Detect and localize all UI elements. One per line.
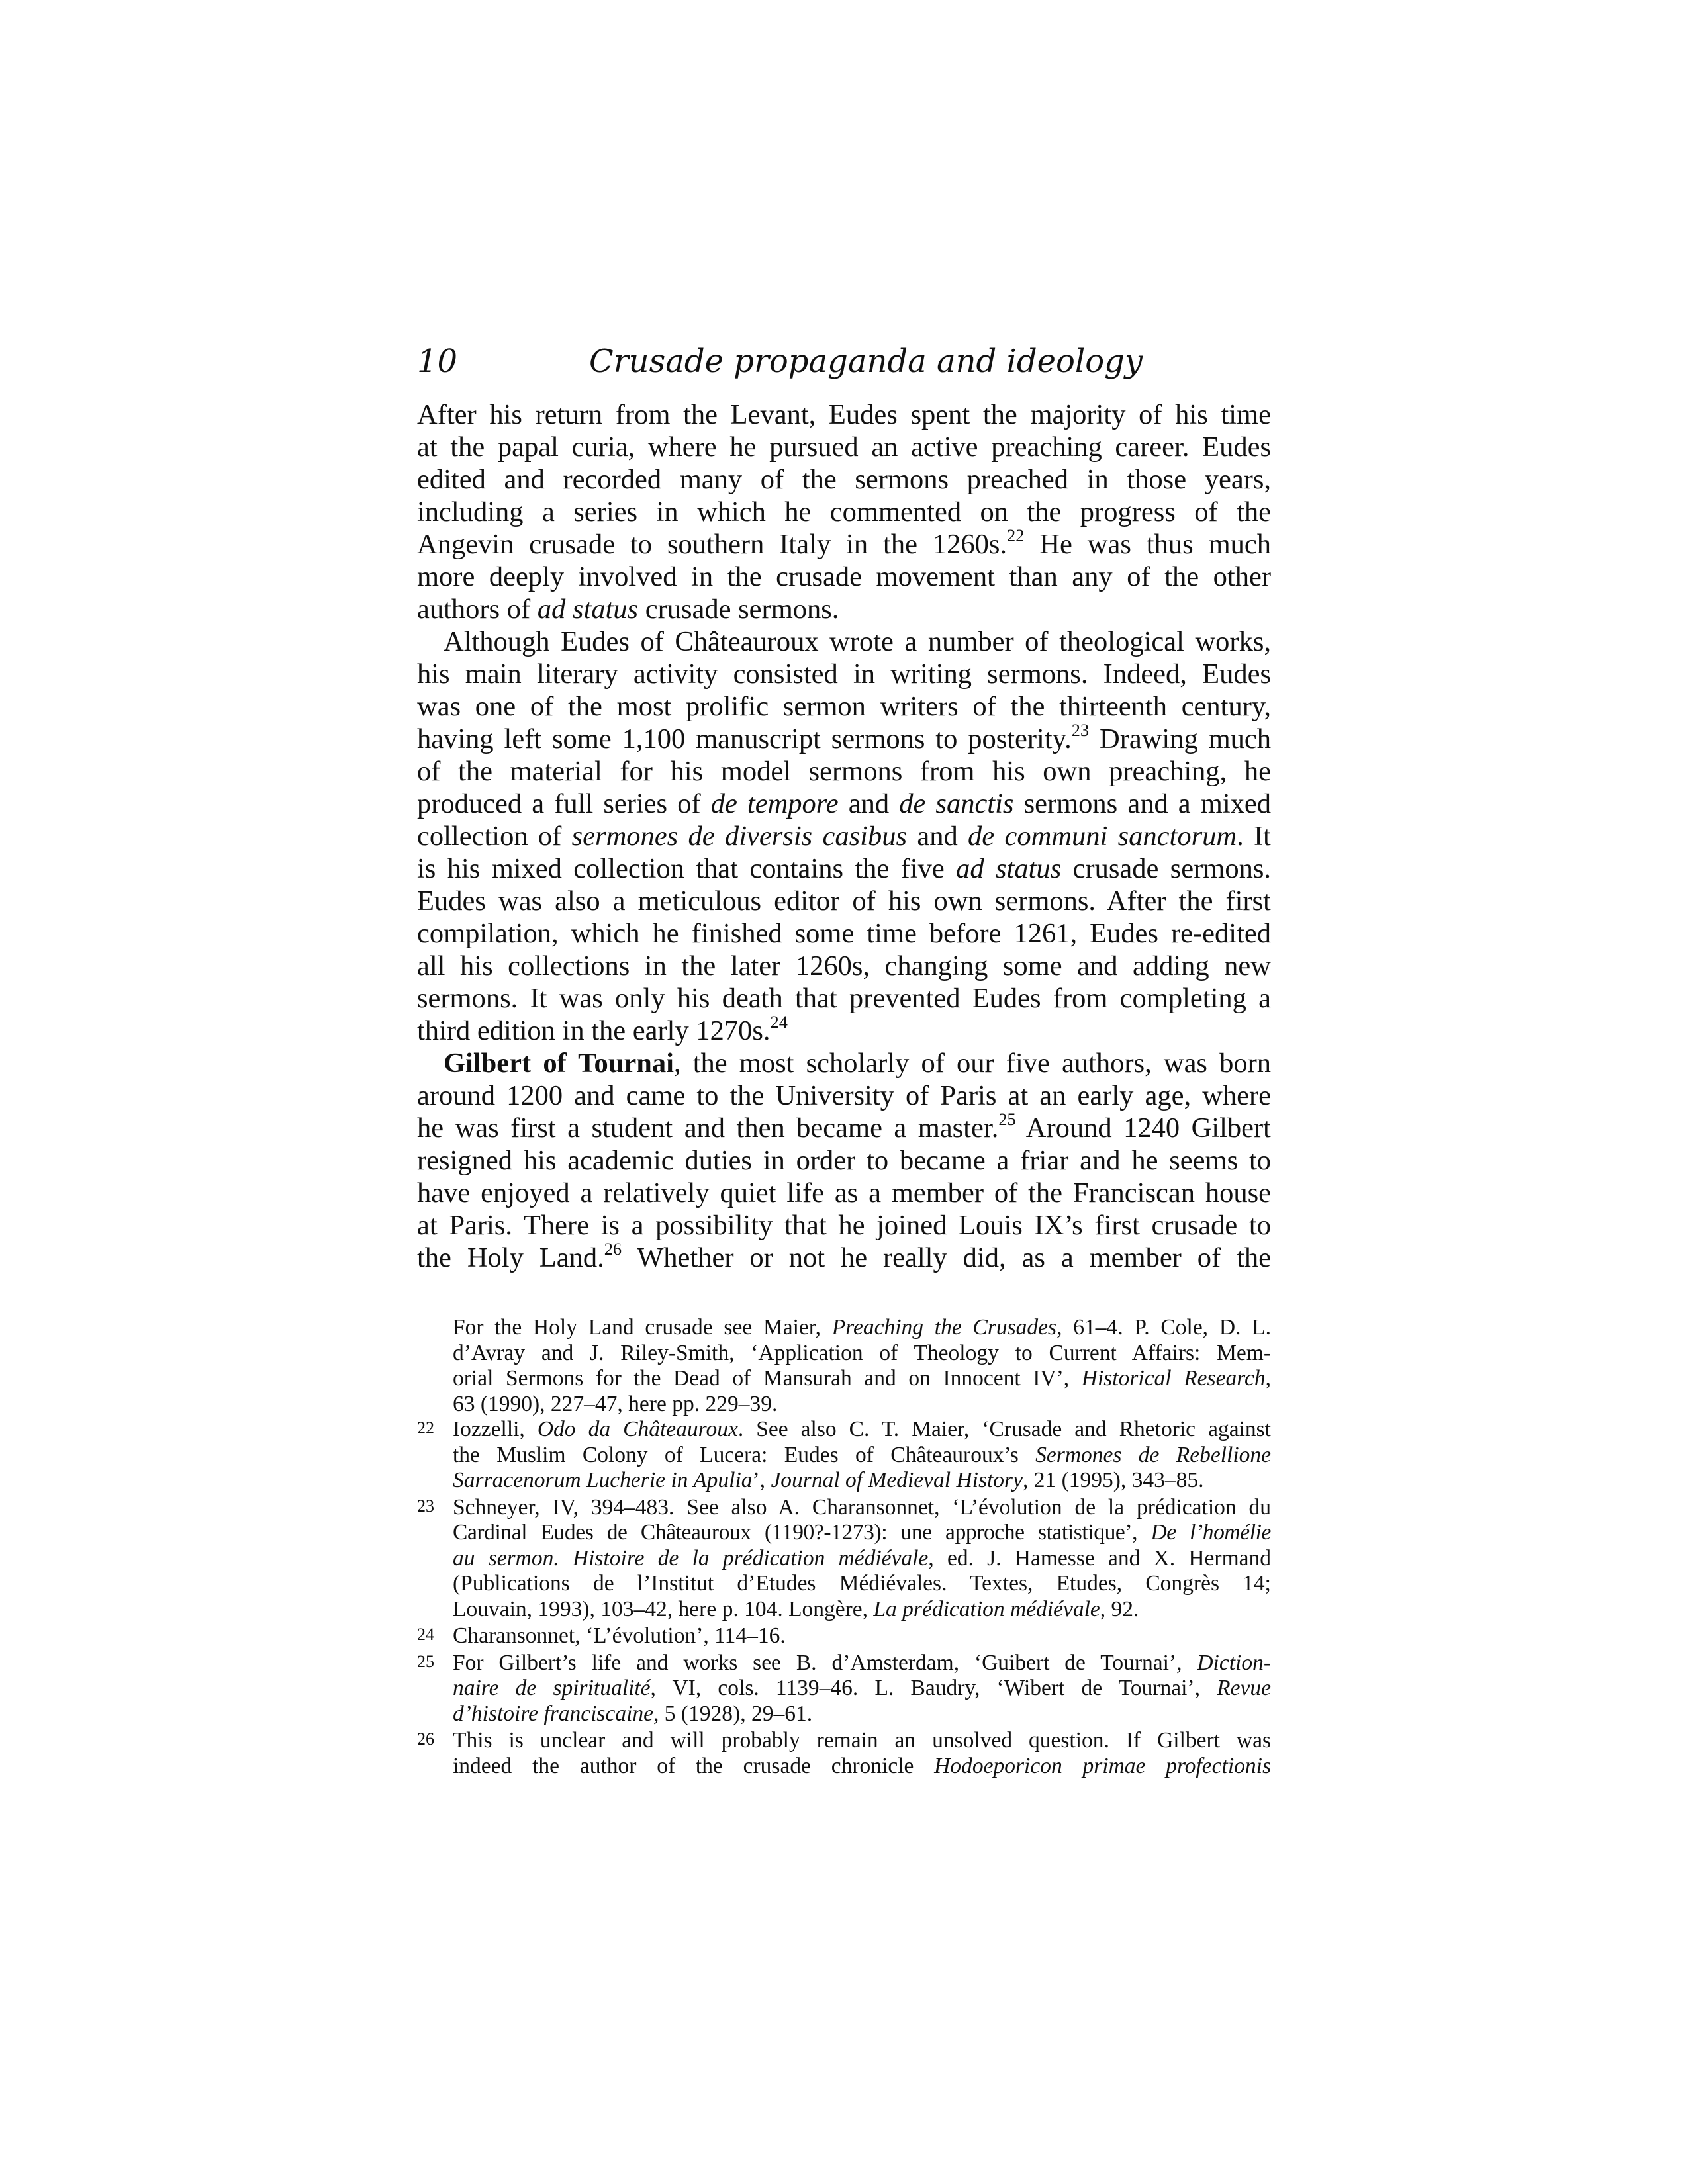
text-run: having left some 1,100 manuscript sermons to posterity.: [417, 723, 1072, 754]
note-line: [453, 1468, 1271, 1494]
footnote-ref-26: 26: [604, 1240, 622, 1259]
text-run: Whether or not he really did, as a member of the: [622, 1242, 1271, 1273]
note-line: d’Avray and J. Riley-Smith, ‘Application of Theology to Current Affairs: Mem-: [453, 1340, 1271, 1365]
text-run: third edition in the early 1270s.: [417, 1015, 771, 1046]
text-run: Drawing much: [1089, 723, 1271, 754]
body-text: [417, 398, 1271, 1274]
text-line: around 1200 and came to the University of Paris at an early age, where: [417, 1080, 1271, 1111]
note-line: [453, 1676, 1271, 1702]
footnote-ref-23: 23: [1071, 721, 1090, 741]
italic-title: Odo da Châteauroux: [537, 1417, 738, 1441]
text-run: indeed the author of the crusade chronicle: [453, 1753, 935, 1778]
text-line: Although Eudes of Châteauroux wrote a number of theological works,: [444, 626, 1271, 657]
italic-title: La prédication médiévale: [873, 1596, 1100, 1621]
italic-term: de tempore: [710, 788, 839, 819]
paragraph-gilbert: [417, 1047, 1271, 1274]
note-line: 63 (1990), 227–47, here pp. 229–39.: [453, 1391, 778, 1416]
text-run: produced a full series of: [417, 788, 711, 819]
italic-term: ad status: [537, 594, 639, 625]
text-run: Cardinal Eudes de Châteauroux (1190?-1273): une approche statistique’,: [453, 1520, 1151, 1545]
book-page: [417, 331, 1271, 1919]
text-line: [417, 1015, 1271, 1047]
note-line: [453, 1754, 1271, 1780]
italic-title: Journal of Medieval History: [771, 1468, 1023, 1492]
note-line: [453, 1597, 1271, 1623]
text-line: [417, 820, 1271, 852]
text-line: more deeply involved in the crusade movement than any of the other: [417, 561, 1271, 592]
text-run: collection of: [417, 821, 572, 852]
text-line: sermons. It was only his death that prevented Eudes from completing a: [417, 983, 1271, 1014]
text-run: he was first a student and then became a master.: [417, 1113, 999, 1144]
italic-term: ad status: [956, 853, 1062, 884]
italic-title: au sermon. Histoire de la prédication médiévale: [453, 1545, 929, 1570]
footnote-number: 24: [417, 1625, 434, 1644]
text-run: , 21 (1995), 343–85.: [1022, 1468, 1204, 1492]
footnote-number: 25: [417, 1651, 434, 1671]
text-line: at the papal curia, where he pursued an active preaching career. Eudes: [417, 432, 1271, 463]
italic-term: de sanctis: [899, 788, 1014, 819]
footnote-25: [417, 1651, 1271, 1727]
note-line: [453, 1443, 1271, 1469]
note-line: [453, 1417, 1271, 1443]
italic-term: sermones de diversis casibus: [571, 821, 907, 852]
text-line: all his collections in the later 1260s, changing some and adding new: [417, 950, 1271, 981]
footnote-continuation: [417, 1315, 1271, 1417]
text-run: and: [838, 788, 900, 819]
text-run: Louvain, 1993), 103–42, here p. 104. Longère,: [453, 1596, 874, 1621]
text-run: , 92.: [1100, 1596, 1139, 1621]
text-run: crusade sermons.: [638, 594, 839, 625]
text-run: , 61–4. P. Cole, D. L.: [1056, 1315, 1271, 1340]
text-line: [417, 593, 1271, 625]
text-run: Angevin crusade to southern Italy in the 1260s.: [417, 529, 1008, 560]
italic-title: Revue: [1217, 1676, 1271, 1700]
italic-title: Sermones de Rebellione: [1035, 1442, 1272, 1467]
text-line: his main literary activity consisted in writing sermons. Indeed, Eudes: [417, 659, 1271, 690]
text-line: After his return from the Levant, Eudes spent the majority of his time: [417, 399, 1271, 430]
footnotes: [417, 1315, 1271, 1779]
footnote-number: 23: [417, 1496, 434, 1516]
text-run: , ed. J. Hamesse and X. Hermand: [928, 1545, 1271, 1570]
text-run: authors of: [417, 594, 538, 625]
text-run: , 5 (1928), 29–61.: [653, 1701, 813, 1726]
italic-title: naire de spiritualité: [453, 1676, 651, 1700]
text-run: , VI, cols. 1139–46. L. Baudry, ‘Wibert de Tournai’,: [650, 1676, 1217, 1700]
text-line: edited and recorded many of the sermons preached in those years,: [417, 464, 1271, 495]
text-run: the Muslim Colony of Lucera: Eudes of Châteauroux’s: [453, 1442, 1036, 1467]
footnote-ref-24: 24: [770, 1013, 788, 1032]
text-run: ’,: [752, 1468, 771, 1492]
note-line: [453, 1520, 1271, 1546]
text-line: [417, 1242, 1271, 1274]
text-line: including a series in which he commented on the progress of the: [417, 496, 1271, 527]
text-run: . It: [1237, 821, 1271, 852]
text-run: sermons and a mixed: [1013, 788, 1271, 819]
italic-title: d’histoire franciscaine: [453, 1701, 654, 1726]
footnote-number: 26: [417, 1729, 434, 1749]
running-title: Crusade propaganda and ideology: [589, 343, 1143, 380]
italic-title: Hodoeporicon primae profectionis: [934, 1753, 1272, 1778]
text-run: , the most scholarly of our five authors, was born: [673, 1048, 1272, 1079]
text-line: at Paris. There is a possibility that he joined Louis IX’s first crusade to: [417, 1210, 1271, 1241]
note-line: [453, 1651, 1271, 1676]
text-line: was one of the most prolific sermon writers of the thirteenth century,: [417, 691, 1271, 722]
page-number: 10: [417, 343, 458, 380]
text-line: [417, 528, 1271, 561]
bold-name: Gilbert of Tournai: [444, 1048, 674, 1079]
footnote-ref-22: 22: [1007, 526, 1025, 546]
text-line: [417, 723, 1271, 755]
text-run: ,: [1265, 1366, 1271, 1390]
footnote-number: 22: [417, 1418, 434, 1437]
paragraph-eudes-career: [417, 398, 1271, 625]
note-line: [453, 1366, 1271, 1392]
note-line: [453, 1702, 1271, 1727]
italic-title: Historical Research: [1081, 1366, 1266, 1390]
note-line: (Publications de l’Institut d’Etudes Médiévales. Textes, Etudes, Congrès 14;: [453, 1571, 1271, 1596]
text-run: Iozzelli,: [453, 1417, 538, 1441]
running-head: [417, 331, 1271, 384]
text-run: For the Holy Land crusade see Maier,: [453, 1315, 832, 1340]
text-run: and: [907, 821, 968, 852]
italic-title: Preaching the Crusades: [831, 1315, 1057, 1340]
text-line: [417, 1112, 1271, 1144]
text-run: He was thus much: [1024, 529, 1271, 560]
footnote-ref-25: 25: [998, 1110, 1016, 1130]
text-line: compilation, which he finished some time before 1261, Eudes re-edited: [417, 918, 1271, 949]
text-run: is his mixed collection that contains the five: [417, 853, 957, 884]
note-line: [453, 1546, 1271, 1572]
text-line: resigned his academic duties in order to became a friar and he seems to: [417, 1145, 1271, 1176]
footnote-23: [417, 1495, 1271, 1623]
italic-title: De l’homélie: [1150, 1520, 1271, 1545]
text-line: Eudes was also a meticulous editor of his own sermons. After the first: [417, 886, 1271, 917]
text-run: For Gilbert’s life and works see B. d’Amsterdam, ‘Guibert de Tournai’,: [453, 1650, 1197, 1675]
text-run: orial Sermons for the Dead of Mansurah and on Innocent IV’,: [453, 1366, 1082, 1390]
footnote-26: [417, 1728, 1271, 1779]
text-run: the Holy Land.: [417, 1242, 604, 1273]
paragraph-eudes-sermons: [417, 625, 1271, 1047]
note-line: Schneyer, IV, 394–483. See also A. Charansonnet, ‘L’évolution de la prédication du: [453, 1494, 1271, 1520]
italic-term: de communi sanctorum: [968, 821, 1237, 852]
text-line: of the material for his model sermons from his own preaching, he: [417, 756, 1271, 787]
note-line: This is unclear and will probably remain an unsolved question. If Gilbert was: [453, 1728, 1271, 1752]
footnote-22: [417, 1417, 1271, 1494]
text-line: [417, 852, 1271, 885]
note-line: [453, 1315, 1271, 1341]
italic-title: Sarracenorum Lucherie in Apulia: [453, 1468, 753, 1492]
text-line: have enjoyed a relatively quiet life as a member of the Franciscan house: [417, 1177, 1271, 1208]
note-line: Charansonnet, ‘L’évolution’, 114–16.: [453, 1623, 786, 1648]
text-line: [417, 1047, 1271, 1079]
text-run: . See also C. T. Maier, ‘Crusade and Rhetoric against: [737, 1417, 1271, 1441]
italic-title: Diction-: [1197, 1650, 1271, 1675]
text-run: Around 1240 Gilbert: [1015, 1113, 1271, 1144]
text-run: crusade sermons.: [1061, 853, 1271, 884]
footnote-24: [417, 1623, 1271, 1649]
text-line: [417, 788, 1271, 820]
